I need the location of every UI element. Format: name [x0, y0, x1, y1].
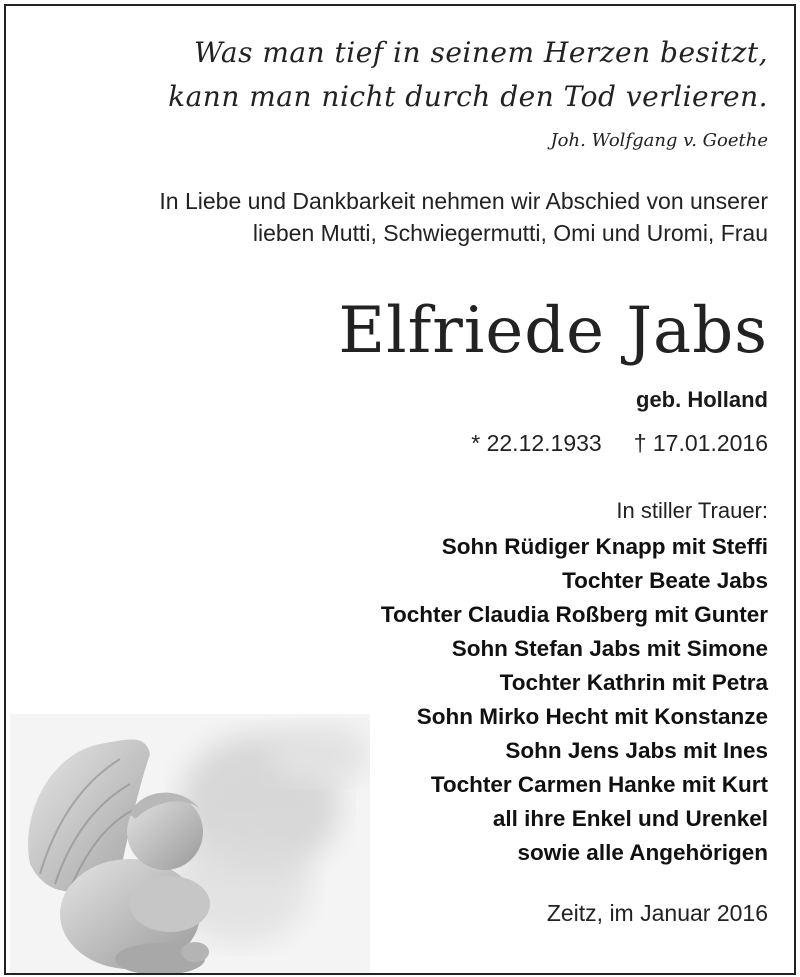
deceased-name: Elfriede Jabs [338, 294, 768, 368]
family-member: Tochter Kathrin mit Petra [499, 670, 768, 695]
quote-line-2: kann man nicht durch den Tod verlieren. [168, 80, 768, 113]
mourning-heading: In stiller Trauer: [616, 498, 768, 523]
family-member: Sohn Rüdiger Knapp mit Steffi [441, 534, 768, 559]
family-member: Sohn Stefan Jabs mit Simone [451, 636, 768, 661]
family-member: Sohn Mirko Hecht mit Konstanze [416, 704, 768, 729]
obituary-notice [4, 4, 796, 975]
family-member: Tochter Claudia Roßberg mit Gunter [380, 602, 768, 627]
angel-illustration [10, 714, 370, 975]
quote-line-1: Was man tief in seinem Herzen besitzt, [194, 36, 768, 69]
birth-name: geb. Holland [636, 387, 768, 412]
life-dates [471, 430, 768, 457]
family-member: Tochter Carmen Hanke mit Kurt [430, 772, 768, 797]
family-member: Sohn Jens Jabs mit Ines [505, 738, 768, 763]
birth-date: * 22.12.1933 [471, 430, 602, 456]
family-member: all ihre Enkel und Urenkel [492, 806, 768, 831]
place-and-date: Zeitz, im Januar 2016 [546, 900, 768, 926]
death-date: † 17.01.2016 [633, 430, 768, 456]
quote-author: Joh. Wolfgang v. Goethe [550, 130, 768, 151]
intro-line-1: In Liebe und Dankbarkeit nehmen wir Abschied von unserer [159, 188, 768, 214]
family-member: Tochter Beate Jabs [562, 568, 768, 593]
intro-line-2: lieben Mutti, Schwiegermutti, Omi und Uromi, Frau [252, 220, 768, 246]
family-member: sowie alle Angehörigen [517, 840, 768, 865]
